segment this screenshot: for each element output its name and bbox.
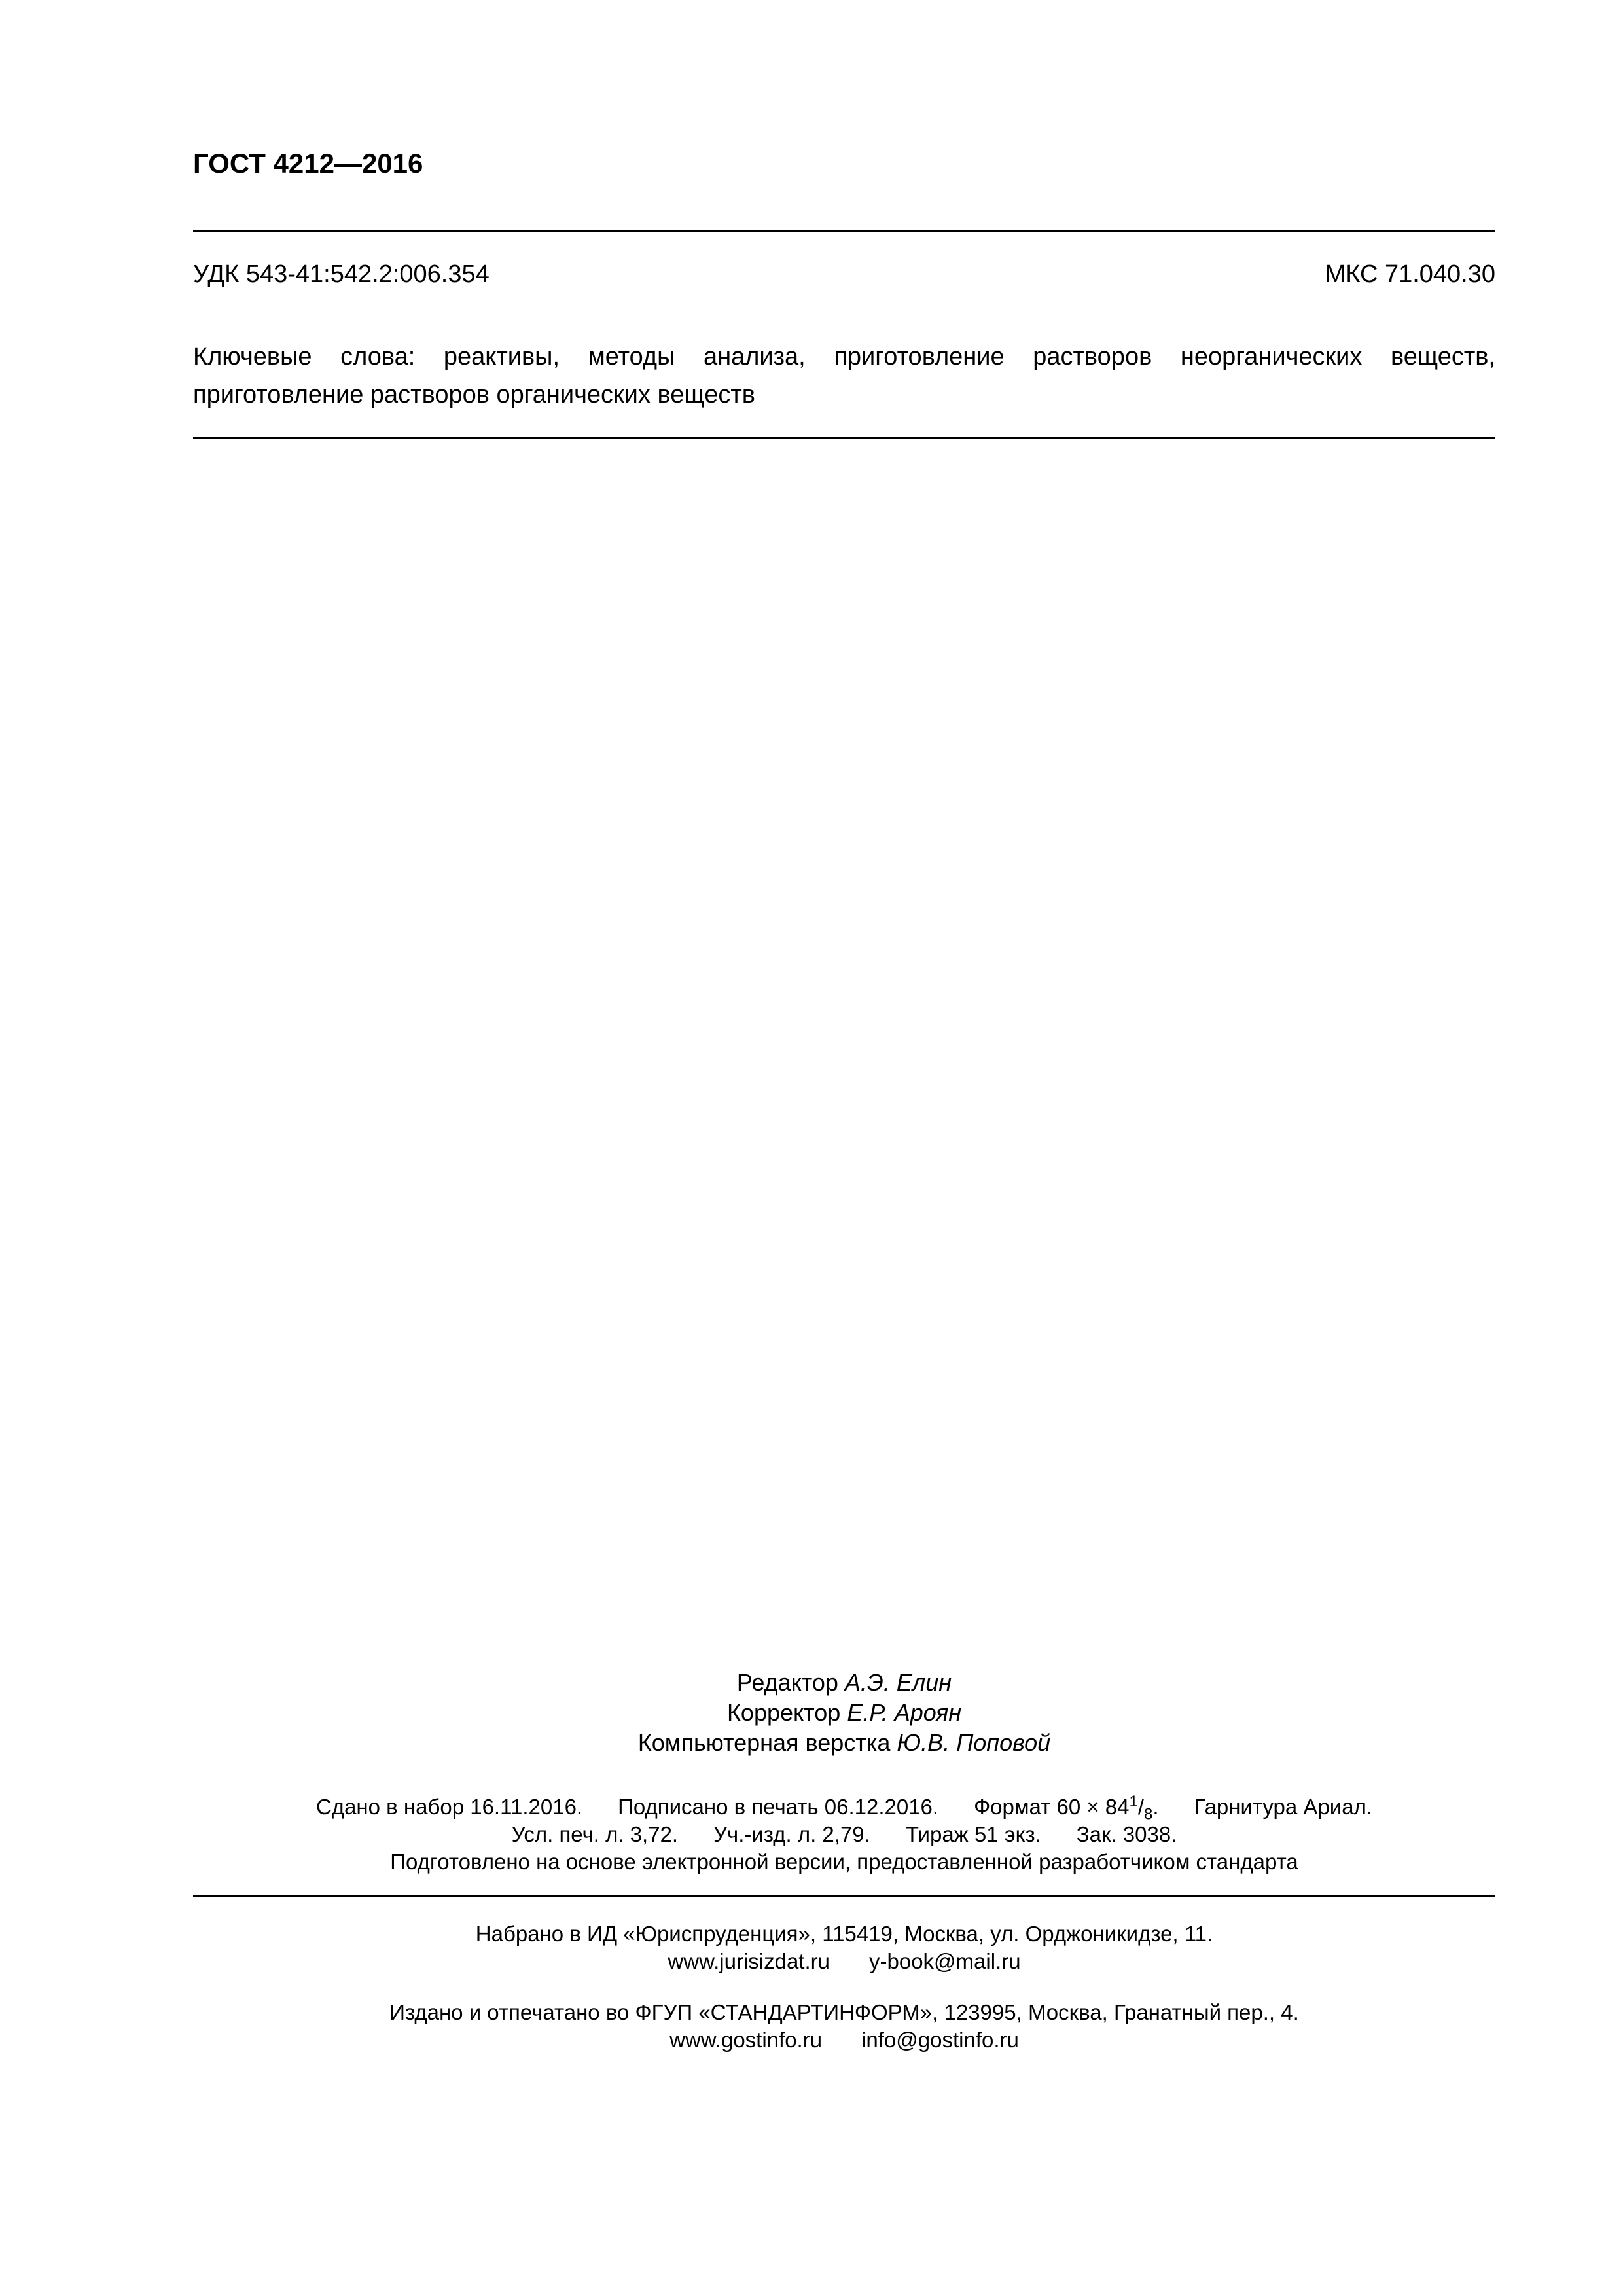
prepared-note: Подготовлено на основе электронной версии, предоставленной разработчиком стандарта [390, 1850, 1298, 1874]
corrector-role: Корректор [726, 1699, 841, 1726]
typeset-by: Набрано в ИД «Юриспруденция», 115419, Москва, ул. Орджоникидзе, 11. [475, 1922, 1213, 1946]
top-divider [193, 230, 1495, 232]
keywords-divider [193, 437, 1495, 439]
printed-contacts [193, 2026, 1495, 2054]
typeset-contacts [193, 1948, 1495, 1975]
printed-website-link[interactable]: www.gostinfo.ru [669, 2028, 823, 2052]
typeface: Гарнитура Ариал. [1194, 1795, 1373, 1819]
order-number: Зак. 3038. [1076, 1822, 1177, 1846]
udc-code: УДК 543-41:542.2:006.354 [193, 260, 490, 288]
keywords-paragraph: Ключевые слова: реактивы, методы анализа, приготовление растворов неорганических веществ, приготовление растворов органических веществ [193, 343, 1495, 408]
editor-name: А.Э. Елин [844, 1669, 952, 1696]
typeset-website-link[interactable]: www.jurisizdat.ru [668, 1949, 830, 1973]
printer-info [193, 1999, 1495, 2054]
circulation: Тираж 51 экз. [905, 1822, 1041, 1846]
paper-format: Формат $60 \times 84^1/_8$. [974, 1793, 1159, 1823]
typeset-email-link[interactable]: y-book@mail.ru [869, 1949, 1021, 1973]
mks-code: МКС 71.040.30 [1325, 260, 1495, 288]
imprint-line-1 [193, 1793, 1495, 1821]
printed-email-link[interactable]: info@gostinfo.ru [861, 2028, 1019, 2052]
imprint-block [193, 1793, 1495, 1876]
editor-line [193, 1668, 1495, 1698]
publisher-block [193, 1920, 1495, 2054]
signed-date: Подписано в печать 06.12.2016. [618, 1795, 939, 1819]
editor-role: Редактор [736, 1669, 838, 1696]
printed-by: Издано и отпечатано во ФГУП «СТАНДАРТИНФОРМ», 123995, Москва, Гранатный пер., 4. [389, 2000, 1299, 2024]
corrector-name: Е.Р. Ароян [847, 1699, 962, 1726]
imprint-line-2 [193, 1821, 1495, 1848]
typesetter-info [193, 1920, 1495, 1975]
layout-name: Ю.В. Поповой [897, 1729, 1051, 1756]
print-sheets: Усл. печ. л. 3,72. [511, 1822, 679, 1846]
publication-sheets: Уч.-изд. л. 2,79. [713, 1822, 870, 1846]
layout-line [193, 1728, 1495, 1758]
layout-role: Компьютерная верстка [637, 1729, 891, 1756]
document-code: ГОСТ 4212—2016 [193, 148, 423, 179]
credits-block [193, 1668, 1495, 1758]
corrector-line [193, 1698, 1495, 1728]
imprint-divider [193, 1895, 1495, 1897]
typeset-date: Сдано в набор 16.11.2016. [315, 1795, 583, 1819]
